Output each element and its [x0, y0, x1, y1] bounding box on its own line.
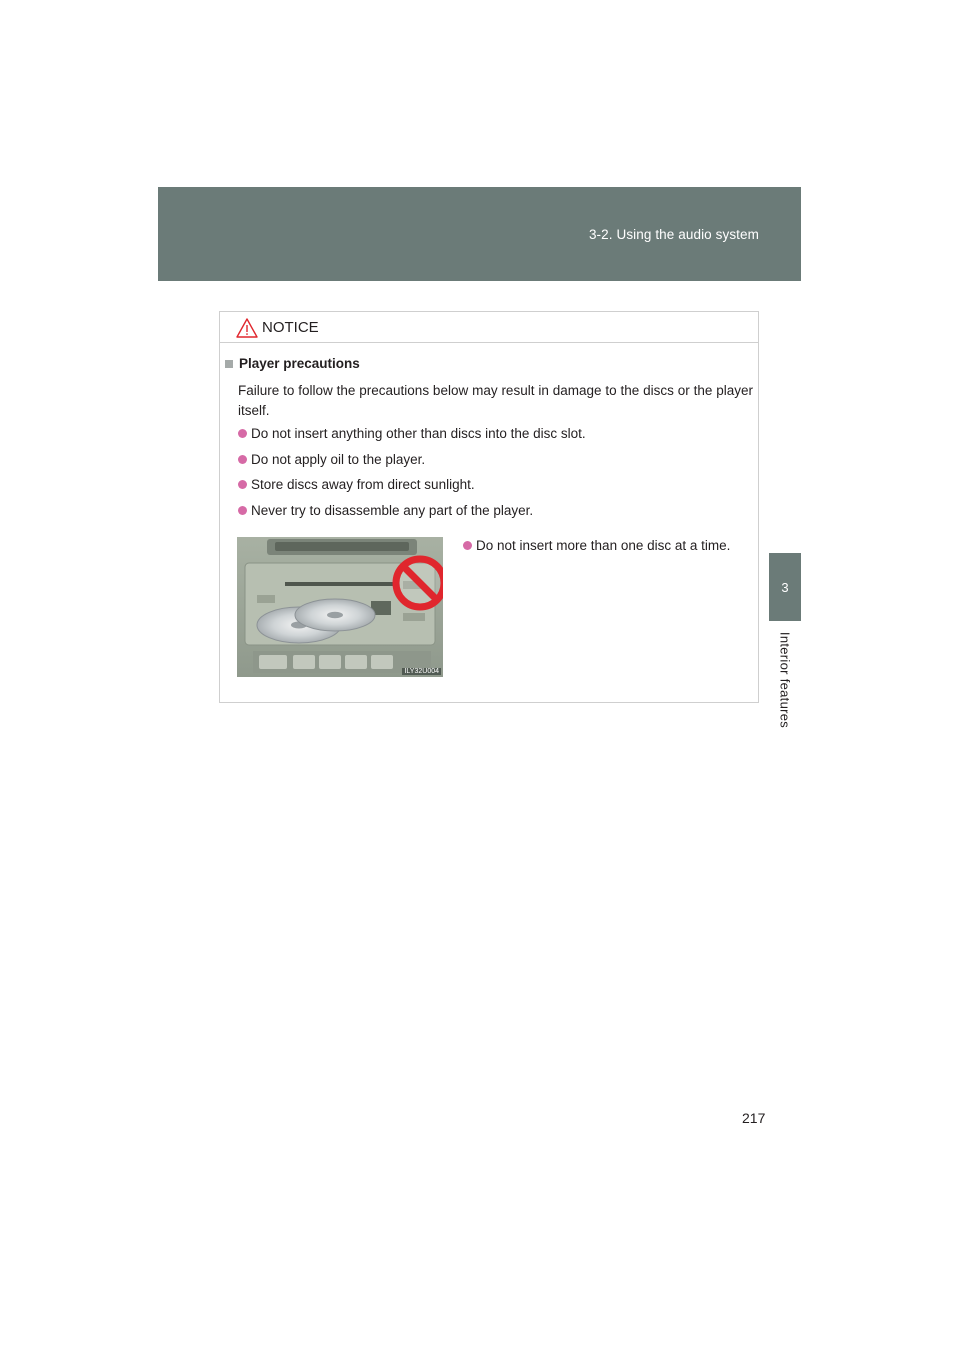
list-item-text: Do not insert more than one disc at a time. [476, 538, 731, 553]
list-item-text: Do not insert anything other than discs into the disc slot. [251, 426, 586, 441]
list-item [238, 477, 475, 492]
list-item [238, 452, 425, 467]
list-item [463, 538, 730, 553]
chapter-number: 3 [781, 579, 789, 595]
illustration-code: ILY32U004 [404, 668, 439, 675]
page-number: 217 [742, 1110, 766, 1126]
list-item-text: Do not apply oil to the player. [251, 452, 426, 467]
bullet-icon [463, 541, 472, 550]
section-heading [225, 356, 360, 371]
cd-player-image [237, 537, 443, 677]
notice-box [219, 311, 759, 703]
header-bar [158, 187, 801, 281]
list-item [238, 426, 586, 441]
square-bullet-icon [225, 360, 233, 368]
chapter-tab [769, 553, 801, 621]
chapter-label: Interior features [777, 631, 793, 729]
bullet-icon [238, 480, 247, 489]
notice-header [220, 312, 758, 343]
list-item [238, 503, 533, 518]
notice-title: NOTICE [262, 319, 319, 336]
intro-paragraph: Failure to follow the precautions below may result in damage to the discs or the player itself. [238, 383, 753, 418]
heading-text: Player precautions [239, 356, 360, 371]
warning-icon [236, 318, 258, 338]
list-item-text: Store discs away from direct sunlight. [251, 477, 475, 492]
bullet-icon [238, 429, 247, 438]
bullet-icon [238, 455, 247, 464]
prohibited-icon [396, 559, 443, 607]
bullet-icon [238, 506, 247, 515]
cd-player-illustration [237, 537, 443, 677]
section-title: 3-2. Using the audio system [588, 227, 759, 242]
list-item-text: Never try to disassemble any part of the player. [251, 503, 534, 518]
